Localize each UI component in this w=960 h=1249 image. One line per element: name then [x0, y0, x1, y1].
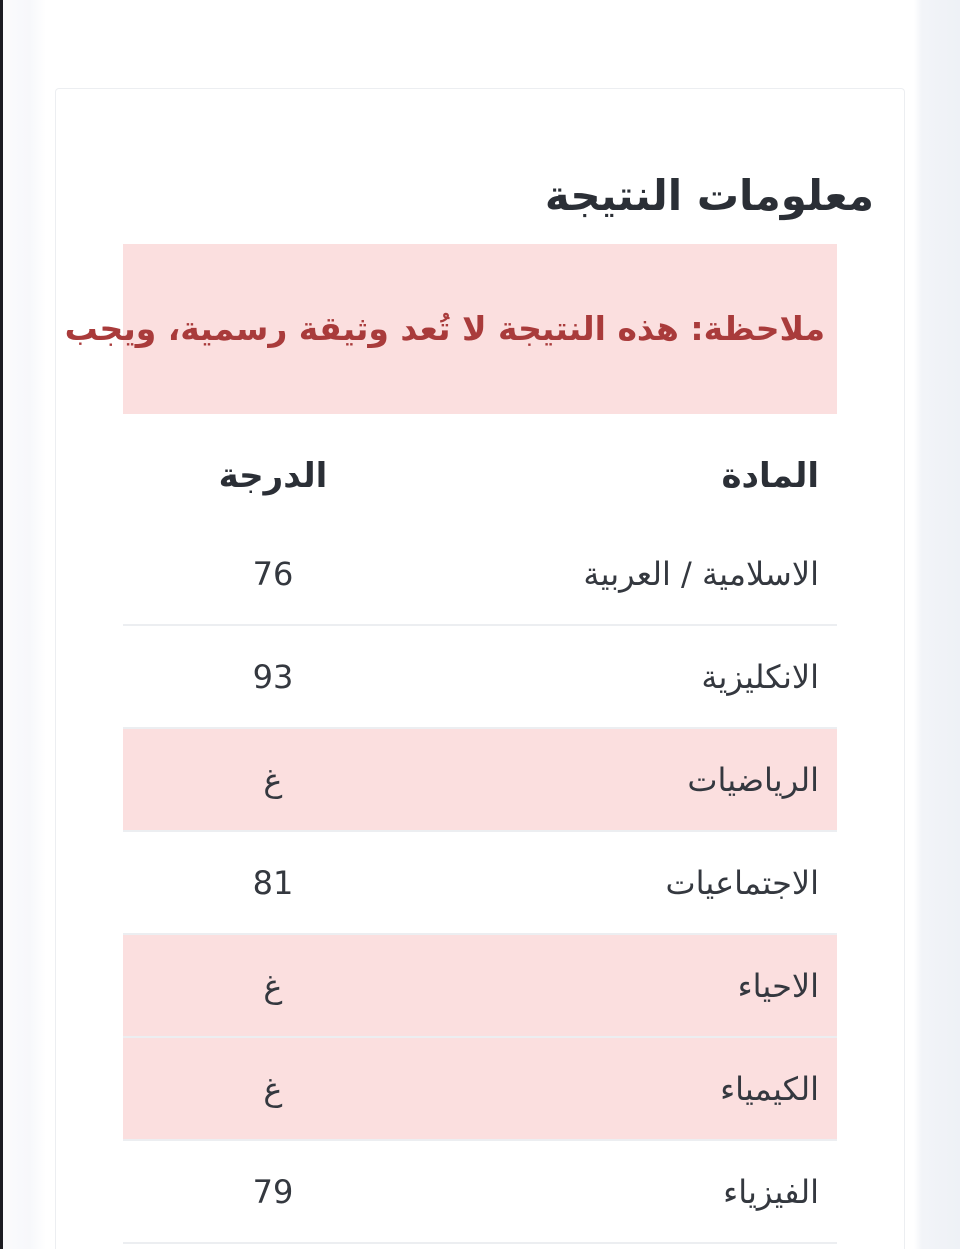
cell-grade: غ: [123, 934, 423, 1037]
cell-subject: الاسلامية / العربية: [423, 523, 837, 625]
cell-grade: 93: [123, 625, 423, 728]
cell-subject: الاحياء: [423, 934, 837, 1037]
notice-text: ملاحظة: هذه النتيجة لا تُعد وثيقة رسمية، ويجب: [64, 308, 825, 348]
cell-grade: 79: [123, 1140, 423, 1243]
table-row: [123, 728, 837, 831]
cell-subject: الاجتماعيات: [423, 831, 837, 934]
table-row: [123, 1037, 837, 1140]
cell-subject: الكيمياء: [423, 1037, 837, 1140]
page-title: معلومات النتيجة: [544, 171, 874, 221]
cell-subject: الانكليزية: [423, 625, 837, 728]
table-row: [123, 831, 837, 934]
notice-banner: [64, 244, 837, 414]
result-info-card: [55, 88, 905, 1249]
table-row: [123, 625, 837, 728]
grades-table: [123, 429, 837, 1244]
cell-grade: غ: [123, 1037, 423, 1140]
column-header-subject: المادة: [721, 456, 819, 496]
cell-subject: الرياضيات: [423, 728, 837, 831]
table-row: [123, 934, 837, 1037]
table-row: [123, 523, 837, 625]
screen-edge-strip: [0, 0, 3, 1249]
cell-grade: غ: [123, 728, 423, 831]
cell-subject: الفيزياء: [423, 1140, 837, 1243]
cell-grade: 81: [123, 831, 423, 934]
table-header-row: [123, 429, 837, 523]
grades-table-body: [123, 523, 837, 1243]
column-header-grade: الدرجة: [218, 456, 328, 496]
grades-table-head: [123, 429, 837, 523]
table-row: [123, 1140, 837, 1243]
cell-grade: 76: [123, 523, 423, 625]
